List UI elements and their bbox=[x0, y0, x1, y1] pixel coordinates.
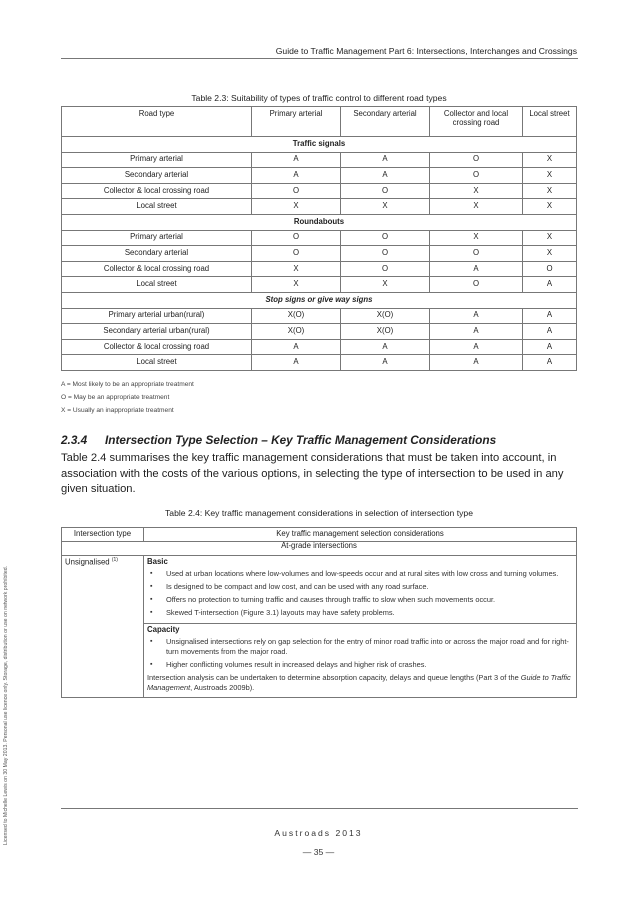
note-italic: Guide to Traffic Management bbox=[147, 672, 571, 692]
rating-cell: O bbox=[341, 183, 430, 199]
capacity-cell bbox=[144, 623, 577, 697]
rating-cell: A bbox=[430, 355, 523, 371]
road-type-cell: Collector & local crossing road bbox=[62, 261, 252, 277]
column-header: Key traffic management selection considerations bbox=[144, 528, 577, 542]
column-header: Intersection type bbox=[62, 528, 144, 542]
body-paragraph: Table 2.4 summarises the key traffic management considerations that must be taken into account, in association with the costs of the various options, in selecting the type of intersection to be used in any given situation. bbox=[61, 452, 564, 495]
rating-cell: O bbox=[523, 261, 577, 277]
table-2-3-caption: Table 2.3: Suitability of types of traffic control to different road types bbox=[191, 93, 447, 103]
rating-cell: X(O) bbox=[252, 324, 341, 340]
section-title: Traffic signals bbox=[62, 137, 577, 153]
rating-cell: X(O) bbox=[252, 308, 341, 324]
list-item: ▪ Unsignalised intersections rely on gap selection for the entry of minor road traffic into or across the major road and for right-turn movements from the major road. bbox=[147, 637, 573, 657]
section-title: Intersection Type Selection – Key Traffic Management Considerations bbox=[105, 433, 497, 447]
capacity-label: Capacity bbox=[147, 624, 180, 634]
road-type-cell: Primary arterial bbox=[62, 230, 252, 246]
rating-cell: A bbox=[252, 168, 341, 184]
rating-cell: A bbox=[341, 152, 430, 168]
rating-cell: O bbox=[341, 246, 430, 262]
rating-cell: O bbox=[341, 230, 430, 246]
column-header: Local street bbox=[523, 107, 577, 137]
section-row bbox=[62, 292, 577, 308]
rating-cell: O bbox=[430, 168, 523, 184]
page-number: — 35 — bbox=[302, 847, 335, 857]
table-row bbox=[62, 152, 577, 168]
table-row bbox=[62, 261, 577, 277]
header-rule bbox=[61, 58, 578, 59]
table-row bbox=[62, 183, 577, 199]
rating-cell: O bbox=[430, 152, 523, 168]
road-type-cell: Primary arterial urban(rural) bbox=[62, 308, 252, 324]
capacity-note bbox=[147, 673, 573, 693]
rating-cell: A bbox=[341, 339, 430, 355]
rating-cell: A bbox=[523, 308, 577, 324]
section-heading bbox=[61, 433, 496, 447]
section-row bbox=[62, 214, 577, 230]
table-row bbox=[62, 355, 577, 371]
rating-cell: X bbox=[252, 277, 341, 293]
rating-cell: X bbox=[523, 183, 577, 199]
column-header: Secondary arterial bbox=[341, 107, 430, 137]
rating-cell: X bbox=[252, 261, 341, 277]
capacity-list bbox=[147, 637, 573, 670]
road-type-cell: Primary arterial bbox=[62, 152, 252, 168]
rating-cell: X(O) bbox=[341, 308, 430, 324]
rating-cell: A bbox=[523, 277, 577, 293]
rating-cell: A bbox=[430, 324, 523, 340]
list-item: ▪ Skewed T-intersection (Figure 3.1) layouts may have safety problems. bbox=[147, 608, 573, 618]
rating-cell: X bbox=[341, 199, 430, 215]
rating-cell: X bbox=[523, 199, 577, 215]
table-row bbox=[62, 199, 577, 215]
note-text: Intersection analysis can be undertaken to determine absorption capacity, delays and queue lengths (Part 3 of the bbox=[147, 672, 521, 682]
rating-cell: A bbox=[341, 168, 430, 184]
rating-cell: A bbox=[430, 339, 523, 355]
road-type-cell: Collector & local crossing road bbox=[62, 183, 252, 199]
rating-cell: A bbox=[523, 324, 577, 340]
rating-cell: X bbox=[523, 230, 577, 246]
rating-cell: X bbox=[523, 246, 577, 262]
licence-sidebar: Licensed to Michelle Lewis on 30 May 2013. Personal use licence only. Storage, distribution or use on network prohibited. bbox=[3, 565, 9, 845]
list-item: ▪ Used at urban locations where low-volumes and low-speeds occur and at rural sites with low cross and turning volumes. bbox=[147, 569, 573, 579]
road-type-cell: Local street bbox=[62, 199, 252, 215]
section-row bbox=[62, 137, 577, 153]
rating-cell: A bbox=[341, 355, 430, 371]
table-row bbox=[62, 339, 577, 355]
rating-cell: A bbox=[252, 339, 341, 355]
road-type-cell: Local street bbox=[62, 277, 252, 293]
rating-cell: A bbox=[252, 355, 341, 371]
list-item: ▪ Is designed to be compact and low cost, and can be used with any road surface. bbox=[147, 582, 573, 592]
list-item: ▪ Higher conflicting volumes result in increased delays and higher risk of crashes. bbox=[147, 660, 573, 670]
table-2-3 bbox=[61, 106, 577, 371]
running-header: Guide to Traffic Management Part 6: Intersections, Interchanges and Crossings bbox=[275, 46, 577, 56]
rating-cell: X bbox=[523, 168, 577, 184]
basic-list bbox=[147, 569, 573, 618]
table-row bbox=[62, 168, 577, 184]
rating-cell: O bbox=[252, 230, 341, 246]
table-2-4 bbox=[61, 527, 577, 698]
footer-rule bbox=[61, 808, 578, 809]
note: X = Usually an inappropriate treatment bbox=[61, 407, 174, 414]
rating-cell: O bbox=[252, 246, 341, 262]
section-title: Roundabouts bbox=[62, 214, 577, 230]
table-2-3-notes bbox=[61, 378, 194, 417]
rating-cell: X(O) bbox=[341, 324, 430, 340]
column-header: Collector and local crossing road bbox=[430, 107, 523, 137]
table-2-4-caption: Table 2.4: Key traffic management considerations in selection of intersection type bbox=[165, 508, 473, 518]
basic-cell bbox=[144, 556, 577, 624]
road-type-cell: Collector & local crossing road bbox=[62, 339, 252, 355]
rating-cell: X bbox=[523, 152, 577, 168]
rating-cell: A bbox=[523, 355, 577, 371]
rating-cell: X bbox=[341, 277, 430, 293]
section-number: 2.3.4 bbox=[61, 433, 88, 447]
road-type-cell: Local street bbox=[62, 355, 252, 371]
footnote-ref: (1) bbox=[111, 557, 118, 563]
rating-cell: O bbox=[430, 277, 523, 293]
rating-cell: A bbox=[430, 261, 523, 277]
note-text: , Austroads 2009b). bbox=[190, 682, 255, 692]
basic-label: Basic bbox=[147, 557, 168, 566]
table-row bbox=[62, 324, 577, 340]
row-label bbox=[62, 556, 144, 698]
road-type-cell: Secondary arterial urban(rural) bbox=[62, 324, 252, 340]
rating-cell: X bbox=[430, 199, 523, 215]
row-label-text: Unsignalised bbox=[65, 557, 110, 567]
rating-cell: O bbox=[341, 261, 430, 277]
table-row bbox=[62, 308, 577, 324]
note: O = May be an appropriate treatment bbox=[61, 394, 170, 401]
rating-cell: A bbox=[430, 308, 523, 324]
group-row: At-grade intersections bbox=[62, 542, 577, 556]
rating-cell: X bbox=[430, 183, 523, 199]
column-header: Road type bbox=[62, 107, 252, 137]
table-row bbox=[62, 230, 577, 246]
note: A = Most likely to be an appropriate treatment bbox=[61, 381, 194, 388]
column-header: Primary arterial bbox=[252, 107, 341, 137]
list-item: ▪ Offers no protection to turning traffic and causes through traffic to slow when such movements occur. bbox=[147, 595, 573, 605]
rating-cell: A bbox=[252, 152, 341, 168]
rating-cell: X bbox=[252, 199, 341, 215]
section-title: Stop signs or give way signs bbox=[62, 292, 577, 308]
road-type-cell: Secondary arterial bbox=[62, 168, 252, 184]
footer-publisher: Austroads 2013 bbox=[274, 828, 363, 838]
table-row bbox=[62, 246, 577, 262]
rating-cell: X bbox=[430, 230, 523, 246]
rating-cell: A bbox=[523, 339, 577, 355]
road-type-cell: Secondary arterial bbox=[62, 246, 252, 262]
rating-cell: O bbox=[430, 246, 523, 262]
rating-cell: O bbox=[252, 183, 341, 199]
table-row bbox=[62, 277, 577, 293]
